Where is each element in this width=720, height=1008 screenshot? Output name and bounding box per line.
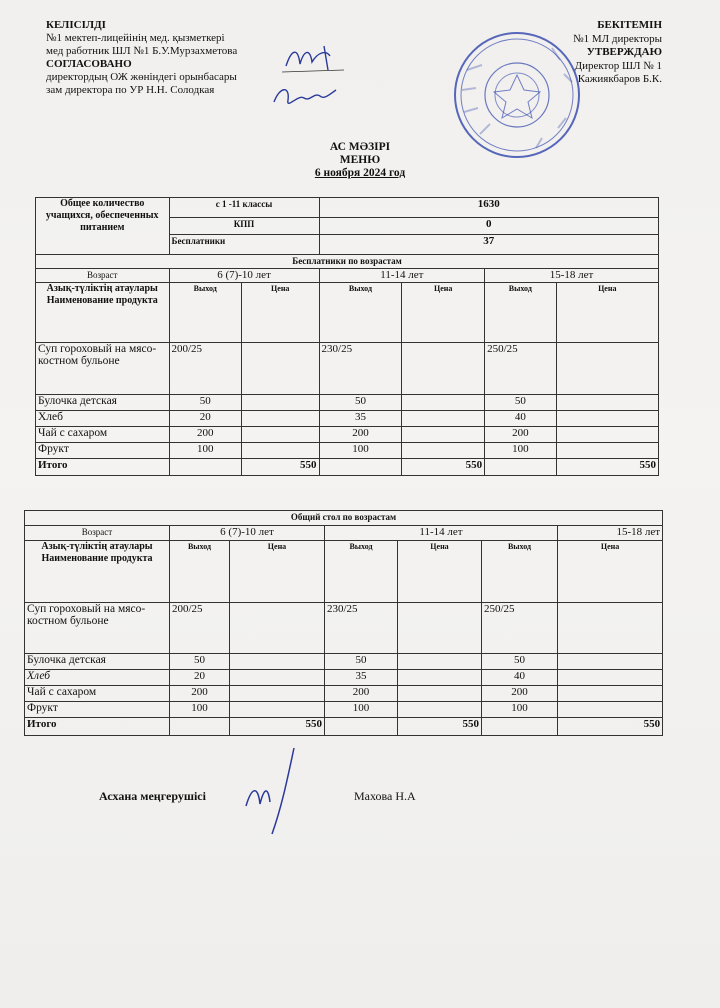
total-b: 550 [402, 459, 485, 476]
out-c: 100 [485, 443, 556, 459]
out-c: 100 [482, 702, 558, 718]
out-a: 20 [170, 670, 230, 686]
table-row [25, 654, 663, 670]
product-name: Фрукт [36, 443, 170, 459]
section-title: Общий стол по возрастам [25, 511, 663, 526]
col-price: Цена [241, 283, 319, 343]
total-row [25, 718, 663, 736]
signature-kitchen-head-icon [238, 746, 302, 838]
out-a: 200 [169, 427, 241, 443]
age-label: Возраст [25, 526, 170, 541]
product-header: Азық-түліктің атаулары Наименование продукта [25, 541, 170, 603]
out-b: 100 [319, 443, 402, 459]
age-group-3: 15-18 лет [558, 526, 663, 541]
out-c: 200 [482, 686, 558, 702]
table-row [25, 670, 663, 686]
product-name: Чай с сахаром [25, 686, 170, 702]
total-label: Итого [25, 718, 170, 736]
kpp-label: КПП [169, 218, 319, 235]
agreed-ru-label: СОГЛАСОВАНО [46, 58, 132, 70]
out-a: 100 [170, 702, 230, 718]
total-row [36, 459, 659, 476]
out-c: 40 [482, 670, 558, 686]
menu-title-ru: МЕНЮ [339, 154, 381, 166]
col-price: Цена [398, 541, 482, 603]
age-group-2: 11-14 лет [319, 269, 485, 283]
out-c: 250/25 [482, 603, 558, 654]
out-c: 40 [485, 411, 556, 427]
product-name: Чай с сахаром [36, 427, 170, 443]
med-worker-kz: №1 мектеп-лицейінің мед. қызметкері [46, 32, 225, 44]
out-b: 230/25 [319, 343, 402, 395]
signature-deputy-icon [264, 80, 344, 116]
col-out: Выход [319, 283, 402, 343]
col-price: Цена [402, 283, 485, 343]
total-a: 550 [230, 718, 325, 736]
approve-kz-label: БЕКІТЕМІН [597, 19, 662, 31]
director-ru: Директор ШЛ № 1 [574, 59, 662, 72]
out-a: 50 [170, 654, 230, 670]
kitchen-head-label: Асхана меңгерушісі [99, 789, 206, 803]
deputy-ru: зам директора по УР Н.Н. Солодкая [46, 84, 215, 96]
free-meals-table [35, 197, 659, 476]
approval-right-block [573, 19, 662, 87]
out-a: 20 [169, 411, 241, 427]
out-b: 35 [325, 670, 398, 686]
col-out: Выход [170, 541, 230, 603]
free-value: 37 [319, 235, 658, 255]
total-b: 550 [398, 718, 482, 736]
col-out: Выход [485, 283, 556, 343]
table-row [36, 427, 659, 443]
age-group-3: 15-18 лет [485, 269, 659, 283]
total-label: Итого [36, 459, 170, 476]
product-name: Булочка детская [25, 654, 170, 670]
table-row [36, 395, 659, 411]
out-b: 100 [325, 702, 398, 718]
age-group-1: 6 (7)-10 лет [169, 269, 319, 283]
out-b: 200 [325, 686, 398, 702]
out-c: 200 [485, 427, 556, 443]
director-kz: №1 МЛ директоры [573, 32, 662, 45]
col-price: Цена [556, 283, 658, 343]
col-price: Цена [558, 541, 663, 603]
out-b: 230/25 [325, 603, 398, 654]
classes-label: с 1 -11 классы [169, 198, 319, 218]
med-worker-ru: мед работник ШЛ №1 Б.У.Мурзахметова [46, 45, 238, 57]
col-out: Выход [325, 541, 398, 603]
out-c: 250/25 [485, 343, 556, 395]
age-group-2: 11-14 лет [325, 526, 558, 541]
table-row [36, 443, 659, 459]
col-price: Цена [230, 541, 325, 603]
section-title: Бесплатники по возрастам [36, 255, 659, 269]
signature-medic-icon [280, 40, 350, 76]
kpp-value: 0 [319, 218, 658, 235]
out-a: 100 [169, 443, 241, 459]
col-out: Выход [482, 541, 558, 603]
table-row [25, 603, 663, 654]
out-a: 200/25 [170, 603, 230, 654]
menu-date: 6 ноября 2024 год [314, 167, 406, 179]
out-a: 200/25 [169, 343, 241, 395]
total-c: 550 [558, 718, 663, 736]
product-name: Суп гороховый на мясо-костном бульоне [36, 343, 170, 395]
table-row [36, 343, 659, 395]
general-meals-table [24, 510, 663, 736]
out-b: 50 [325, 654, 398, 670]
out-b: 200 [319, 427, 402, 443]
table-row [25, 702, 663, 718]
total-students-label: Общее количество учащихся, обеспеченных питанием [36, 198, 170, 255]
menu-title-kz: АС МӘЗІРІ [329, 141, 391, 153]
age-group-1: 6 (7)-10 лет [170, 526, 325, 541]
age-label: Возраст [36, 269, 170, 283]
kitchen-head-name: Махова Н.А [354, 789, 416, 803]
deputy-kz: директордың ОЖ жөніндегі орынбасары [46, 71, 237, 83]
product-name: Булочка детская [36, 395, 170, 411]
menu-title-block [0, 141, 720, 180]
col-out: Выход [169, 283, 241, 343]
product-name: Хлеб [25, 670, 170, 686]
table-row [36, 411, 659, 427]
total-a: 550 [241, 459, 319, 476]
out-a: 50 [169, 395, 241, 411]
table-row [25, 686, 663, 702]
product-name: Фрукт [25, 702, 170, 718]
product-name: Суп гороховый на мясо-костном бульоне [25, 603, 170, 654]
out-c: 50 [485, 395, 556, 411]
total-c: 550 [556, 459, 658, 476]
agreed-kz-label: КЕЛІСІЛДІ [46, 19, 106, 31]
approval-left-block [46, 19, 237, 97]
approve-ru-label: УТВЕРЖДАЮ [586, 46, 662, 58]
out-b: 35 [319, 411, 402, 427]
classes-value: 1630 [319, 198, 658, 218]
out-a: 200 [170, 686, 230, 702]
product-name: Хлеб [36, 411, 170, 427]
product-header: Азық-түліктің атаулары Наименование продукта [36, 283, 170, 343]
out-c: 50 [482, 654, 558, 670]
director-name: Кажиякбаров Б.К. [577, 73, 662, 85]
free-label: Бесплатники [169, 235, 319, 255]
out-b: 50 [319, 395, 402, 411]
